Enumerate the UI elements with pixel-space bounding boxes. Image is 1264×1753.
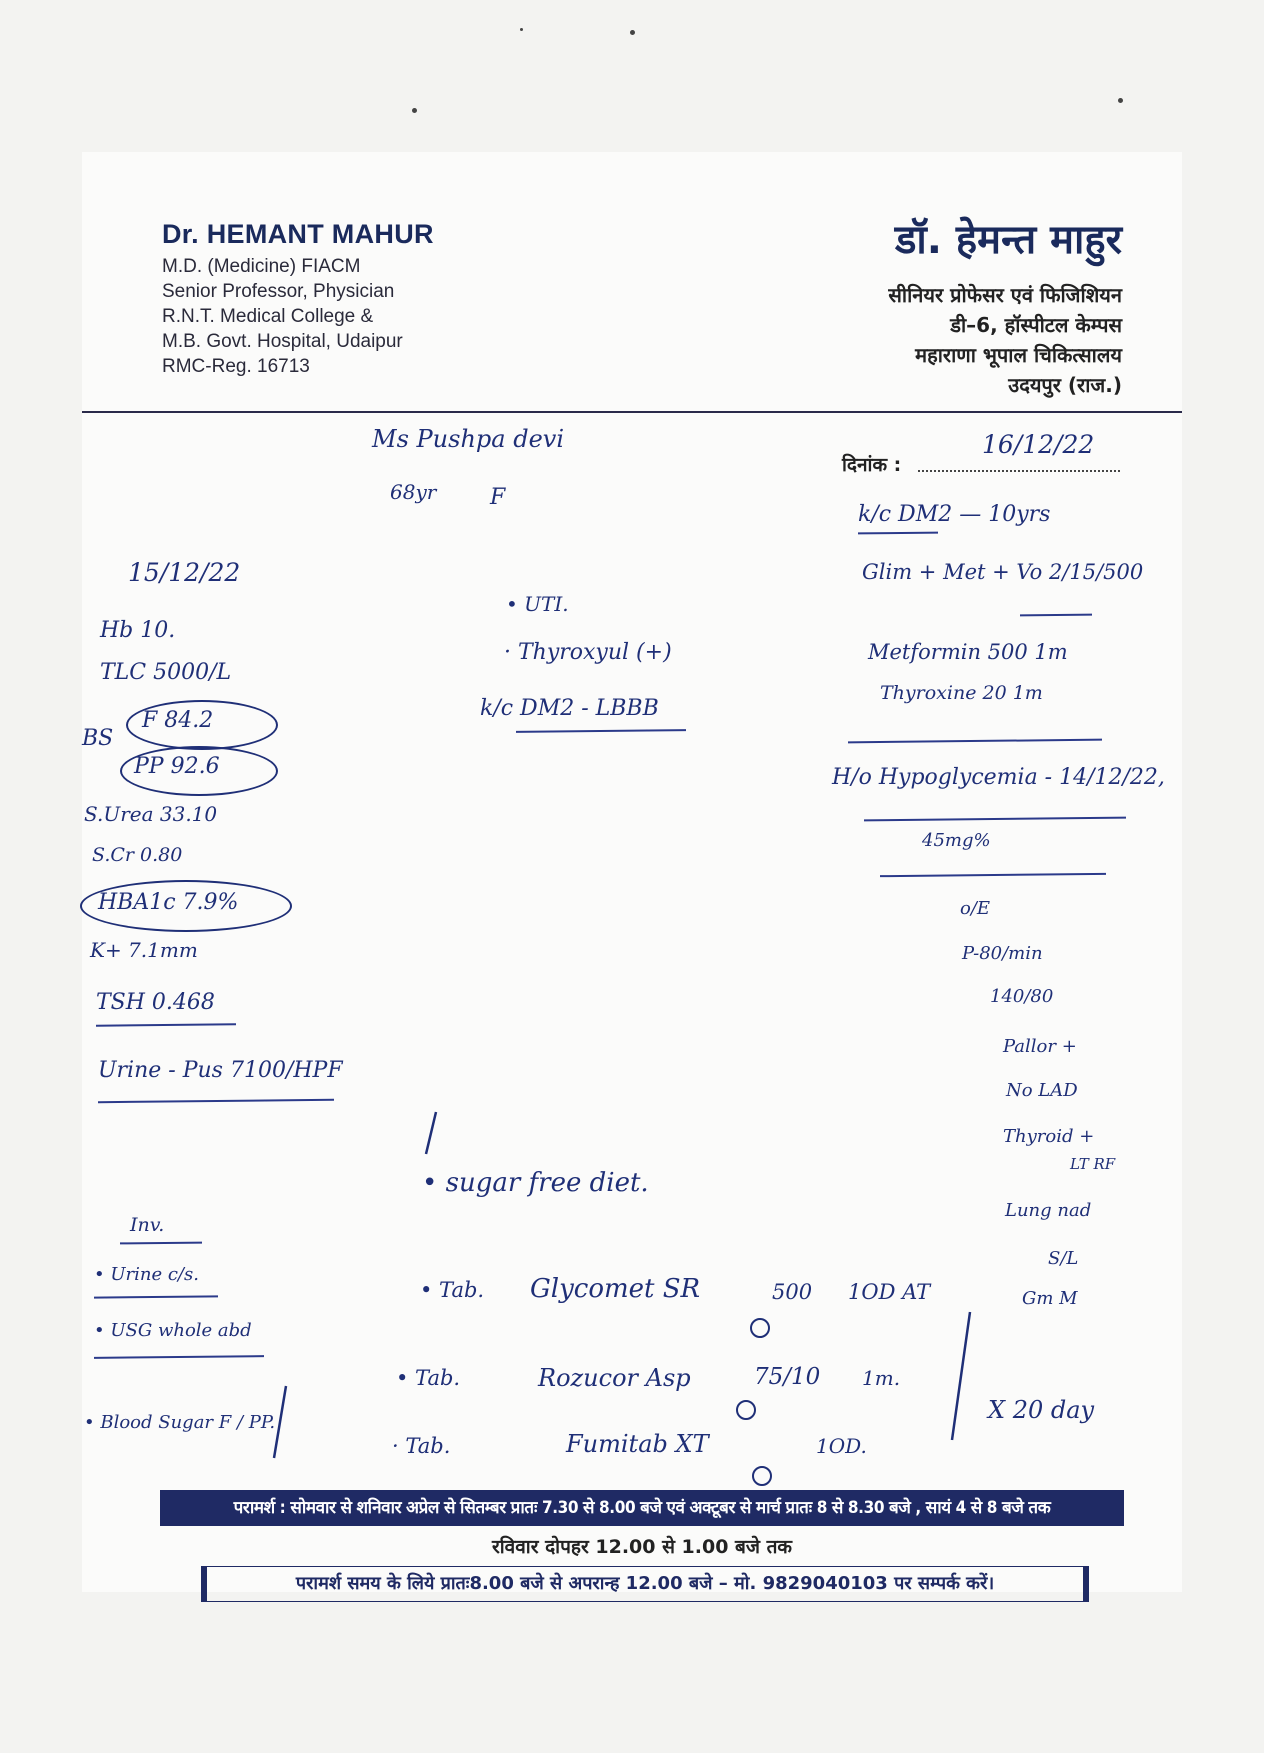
exam-line: 140/80 (990, 986, 1054, 1007)
advice-item: • USG whole abd (94, 1320, 252, 1341)
exam-line: S/L (1048, 1248, 1079, 1269)
history-line: Metformin 500 1m (868, 640, 1068, 664)
rx-dose: 500 (772, 1280, 813, 1304)
lab-item: PP 92.6 (134, 754, 220, 779)
credential-line: M.B. Govt. Hospital, Udaipur (162, 331, 403, 352)
diagnosis-line: k/c DM2 - LBBB (480, 696, 659, 721)
advice-title: Inv. (130, 1214, 165, 1236)
sunday-hours: रविवार दोपहर 12.00 से 1.00 बजे तक (491, 1536, 793, 1558)
rx-drug-name: Glycomet SR (530, 1274, 701, 1304)
rx-form: • Tab. (396, 1366, 461, 1390)
history-line: Thyroxine 20 1m (880, 682, 1043, 704)
doctor-credentials-hindi (888, 280, 1122, 400)
rx-dose: 75/10 (754, 1364, 821, 1390)
rx-form: · Tab. (392, 1434, 451, 1458)
doctor-name-hindi: डॉ. हेमन्त माहुर (895, 217, 1122, 263)
doctor-name-english: Dr. HEMANT MAHUR (162, 219, 434, 249)
lab-item: Hb 10. (100, 618, 176, 643)
date-label: दिनांक : (842, 454, 902, 476)
patient-age: 68yr (390, 480, 437, 504)
patient-sex: F (490, 485, 506, 510)
advice-item: • Urine c/s. (94, 1264, 199, 1285)
lab-item: TSH 0.468 (96, 990, 215, 1015)
patient-name: Ms Pushpa devi (372, 425, 564, 453)
lab-item: Urine - Pus 7100/HPF (98, 1058, 343, 1083)
credential-line-hindi: सीनियर प्रोफेसर एवं फिजिशियन (888, 283, 1122, 307)
lab-item: K+ 7.1mm (90, 938, 198, 962)
credential-line-hindi: उदयपुर (राज.) (1008, 373, 1122, 397)
rx-frequency: 1OD. (816, 1434, 867, 1458)
scan-speck (630, 30, 635, 35)
credential-line: RMC-Reg. 16713 (162, 356, 310, 377)
dose-mark-circle (736, 1400, 756, 1420)
scan-speck (520, 28, 523, 31)
exam-line: Lung nad (1005, 1200, 1092, 1221)
credential-line-hindi: महाराणा भूपाल चिकित्सालय (915, 343, 1122, 367)
labs-date: 15/12/22 (128, 558, 241, 587)
rx-duration: X 20 day (988, 1396, 1095, 1424)
exam-line: o/E (960, 898, 991, 919)
advice-item: • Blood Sugar F / PP. (84, 1412, 276, 1433)
diet-advice: • sugar free diet. (422, 1168, 649, 1198)
diagnosis-line: • UTI. (506, 592, 569, 616)
exam-line: Thyroid + (1003, 1126, 1095, 1147)
dose-mark-circle (750, 1318, 770, 1338)
credential-line: M.D. (Medicine) FIACM (162, 256, 361, 277)
doctor-credentials-english (162, 254, 403, 379)
header-divider (82, 411, 1182, 413)
credential-line: Senior Professor, Physician (162, 281, 395, 302)
appointment-contact: परामर्श समय के लिये प्रातः8.00 बजे से अपरान्ह 12.00 बजे – मो. 9829040103 पर सम्पर्क करें। (201, 1566, 1089, 1602)
lab-item: S.Cr 0.80 (92, 844, 183, 866)
history-line: k/c DM2 — 10yrs (858, 502, 1051, 527)
history-line: H/o Hypoglycemia - 14/12/22, (832, 765, 1165, 790)
exam-line: Gm M (1022, 1288, 1078, 1309)
consultation-hours-banner: परामर्श : सोमवार से शनिवार अप्रेल से सितम्बर प्रातः 7.30 से 8.00 बजे एवं अक्टूबर से मार्च प्रातः 8 से 8.30 बजे , सायं 4 से 8 बजे तक (160, 1490, 1124, 1526)
duration-bracket-stroke (946, 1310, 976, 1442)
ink-stroke (422, 1110, 442, 1156)
lab-item: F 84.2 (142, 708, 214, 733)
rx-form: • Tab. (420, 1278, 485, 1302)
rx-drug-name: Rozucor Asp (538, 1364, 691, 1392)
diagnosis-line: · Thyroxyul (+) (504, 640, 672, 665)
scan-speck (412, 108, 417, 113)
lab-item: S.Urea 33.10 (84, 802, 218, 826)
exam-line: No LAD (1006, 1080, 1078, 1101)
exam-line: LT RF (1070, 1155, 1116, 1173)
date-dotted-line (918, 470, 1120, 472)
ink-stroke (270, 1384, 290, 1460)
exam-line: Pallor + (1003, 1036, 1077, 1057)
rx-drug-name: Fumitab XT (566, 1430, 709, 1458)
bs-label: BS (82, 726, 114, 751)
history-line: 45mg% (922, 830, 991, 851)
date-value: 16/12/22 (982, 430, 1095, 459)
history-line: Glim + Met + Vo 2/15/500 (862, 560, 1144, 584)
credential-line-hindi: डी–6, हॉस्पीटल केम्पस (950, 313, 1122, 337)
credential-line: R.N.T. Medical College & (162, 306, 374, 327)
rx-frequency: 1OD AT (848, 1280, 931, 1304)
exam-line: P-80/min (962, 943, 1043, 964)
lab-item: TLC 5000/L (100, 660, 232, 685)
rx-frequency: 1m. (862, 1366, 901, 1390)
dose-mark-circle (752, 1466, 772, 1486)
lab-item: HBA1c 7.9% (98, 890, 239, 915)
scan-speck (1118, 98, 1123, 103)
